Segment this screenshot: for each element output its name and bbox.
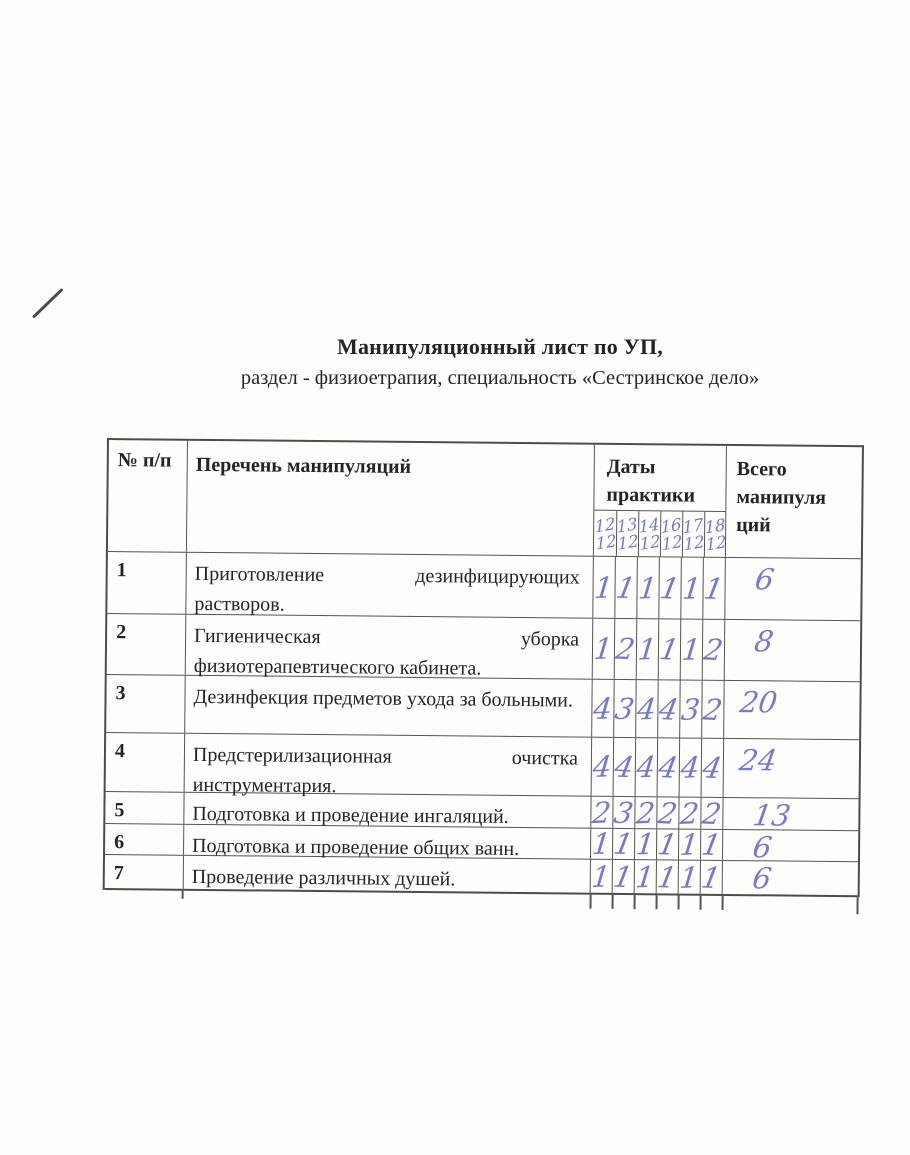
table-header-row (108, 440, 862, 559)
count-value: 1 (611, 826, 636, 862)
row-manipulation: Дезинфекция предметов ухода за больными. (184, 676, 592, 737)
count-cell (636, 619, 659, 679)
count-value: 1 (678, 859, 701, 895)
count-value: 1 (613, 570, 639, 605)
count-value: 1 (657, 632, 682, 667)
count-cell (655, 827, 680, 862)
date-day: 17 (682, 514, 705, 538)
date-cell (594, 511, 616, 556)
count-cell (613, 680, 636, 737)
pen-stroke-mark (32, 288, 64, 319)
count-value: 3 (611, 795, 637, 830)
partial-vline (656, 895, 658, 909)
count-cell (634, 826, 657, 862)
count-cell (590, 826, 613, 862)
count-cell (656, 860, 678, 893)
total-value: 6 (750, 830, 775, 865)
partial-vline (612, 895, 614, 909)
total-cell (723, 681, 864, 739)
count-cell (590, 860, 612, 893)
row-num: 3 (115, 682, 126, 705)
count-value: 2 (699, 795, 725, 831)
row-num: 5 (114, 799, 125, 822)
document-header (90, 334, 910, 390)
header-total: Всего манипуляций (725, 446, 866, 558)
total-value: 13 (750, 798, 793, 833)
count-value: 1 (680, 632, 703, 667)
count-cell (700, 861, 722, 894)
count-value: 1 (698, 859, 724, 895)
row-num: 4 (114, 740, 126, 763)
total-value: 6 (752, 562, 777, 597)
date-day: 12 (593, 513, 616, 537)
row-manipulation: Гигиеническая уборка физиотерапевтического кабинета. (185, 615, 593, 679)
count-cell (592, 557, 615, 618)
count-value: 2 (700, 691, 726, 727)
date-cell (682, 512, 704, 557)
date-day: 16 (660, 514, 683, 537)
count-value: 4 (656, 691, 682, 727)
count-cell (699, 795, 725, 831)
total-cell (722, 861, 862, 895)
count-cell (635, 738, 658, 796)
count-cell (680, 558, 703, 619)
count-value: 4 (635, 749, 658, 785)
count-value: 4 (635, 691, 658, 727)
total-cell (722, 830, 862, 865)
count-value: 4 (612, 749, 637, 785)
count-value: 1 (592, 631, 615, 667)
table-row (106, 675, 860, 740)
count-value: 3 (612, 691, 638, 726)
count-value: 1 (654, 859, 680, 895)
count-value: 4 (700, 750, 725, 786)
document-title: Манипуляционный лист по УП, (337, 334, 663, 359)
count-value: 1 (593, 569, 616, 605)
date-month: 12 (594, 530, 617, 554)
count-value: 4 (591, 690, 614, 726)
count-value: 2 (613, 631, 638, 667)
row-num: 1 (116, 559, 127, 582)
count-cell (592, 619, 615, 679)
count-cell (591, 738, 614, 796)
count-value: 2 (634, 795, 657, 831)
count-value: 1 (636, 631, 659, 667)
total-cell (724, 558, 865, 620)
count-cell (612, 860, 634, 893)
count-value: 1 (634, 859, 657, 895)
count-cell (657, 738, 680, 796)
count-cell (634, 795, 657, 831)
count-cell (657, 680, 680, 737)
date-day: 13 (616, 513, 639, 537)
partial-vline (634, 895, 636, 909)
date-cell (660, 511, 682, 556)
count-value: 4 (656, 750, 681, 785)
count-cell (611, 826, 636, 862)
row-num: 7 (113, 862, 124, 885)
count-cell (614, 619, 637, 679)
count-value: 1 (634, 826, 657, 862)
row-manipulation: Проведение различных душей. (183, 856, 590, 893)
total-value: 6 (750, 861, 774, 896)
table-row (107, 552, 861, 621)
manipulation-table (103, 438, 864, 897)
row-manipulation: Подготовка и проведение общих ванн. (183, 825, 590, 859)
partial-vline (856, 897, 858, 914)
row-manipulation: Приготовление дезинфицирующих растворов. (185, 553, 593, 618)
count-cell (701, 681, 724, 738)
row-num: 6 (114, 831, 125, 854)
count-value: 1 (655, 827, 680, 862)
count-cell (679, 739, 702, 797)
count-cell (635, 680, 658, 737)
row-manipulation: Предстерилизационная очистка инструментария. (184, 734, 592, 796)
count-cell (590, 794, 613, 830)
total-value: 24 (737, 743, 780, 778)
row-manipulation: Подготовка и проведение ингаляций. (183, 793, 590, 828)
count-value: 1 (701, 570, 727, 606)
table-row (106, 733, 860, 799)
date-month: 12 (705, 531, 728, 555)
count-cell (658, 619, 681, 679)
partial-vline (590, 895, 592, 909)
count-cell (636, 557, 659, 618)
date-day: 18 (704, 514, 727, 538)
partial-vline (182, 891, 184, 899)
count-cell (613, 738, 636, 796)
count-value: 4 (679, 750, 702, 785)
date-cell (704, 512, 726, 557)
total-cell (723, 739, 864, 798)
count-value: 1 (610, 859, 636, 894)
partial-vline (699, 896, 701, 910)
count-value: 2 (590, 794, 613, 830)
count-value: 1 (590, 826, 613, 862)
count-cell (678, 861, 700, 894)
date-month: 12 (639, 530, 662, 554)
count-value: 4 (591, 749, 614, 785)
header-dates-column (593, 445, 726, 557)
count-value: 1 (678, 827, 701, 862)
row-num: 2 (116, 621, 127, 644)
document-subtitle: раздел - физиоетрапия, специальность «Сестринское дело» (240, 367, 760, 389)
count-cell (678, 795, 701, 831)
count-cell (702, 558, 725, 619)
date-subrow (593, 510, 728, 557)
count-cell (678, 827, 701, 862)
count-value: 2 (678, 795, 701, 831)
count-cell (680, 620, 703, 680)
count-value: 1 (681, 570, 704, 606)
header-manipulations: Перечень манипуляций (186, 441, 594, 556)
count-cell (658, 557, 681, 618)
count-value: 3 (679, 691, 702, 727)
count-cell (679, 681, 702, 738)
total-cell (724, 620, 865, 681)
date-day: 14 (638, 514, 661, 537)
count-cell (591, 680, 614, 737)
count-cell (614, 557, 637, 618)
date-month: 12 (683, 531, 706, 554)
count-cell (655, 795, 681, 831)
header-dates-label: Даты практики (606, 455, 696, 507)
count-value: 1 (590, 858, 613, 894)
count-cell (611, 795, 637, 830)
header-num: № п/п (117, 449, 172, 472)
count-value: 1 (699, 827, 724, 863)
partial-vline (678, 895, 680, 909)
count-cell (702, 620, 725, 680)
count-cell (701, 739, 724, 797)
partial-vline (721, 896, 723, 910)
count-cell (634, 860, 656, 893)
date-cell (616, 511, 638, 556)
total-value: 8 (752, 624, 776, 659)
total-value: 20 (737, 685, 780, 720)
count-cell (699, 827, 724, 863)
count-value: 2 (701, 632, 726, 668)
date-month: 12 (661, 531, 684, 554)
total-cell (722, 798, 862, 833)
date-month: 12 (617, 530, 640, 554)
manipulation-table-wrap (103, 438, 864, 913)
count-value: 2 (655, 795, 681, 831)
table-row (107, 614, 861, 682)
count-value: 1 (657, 570, 683, 606)
date-cell (638, 511, 660, 556)
count-value: 1 (637, 570, 660, 606)
